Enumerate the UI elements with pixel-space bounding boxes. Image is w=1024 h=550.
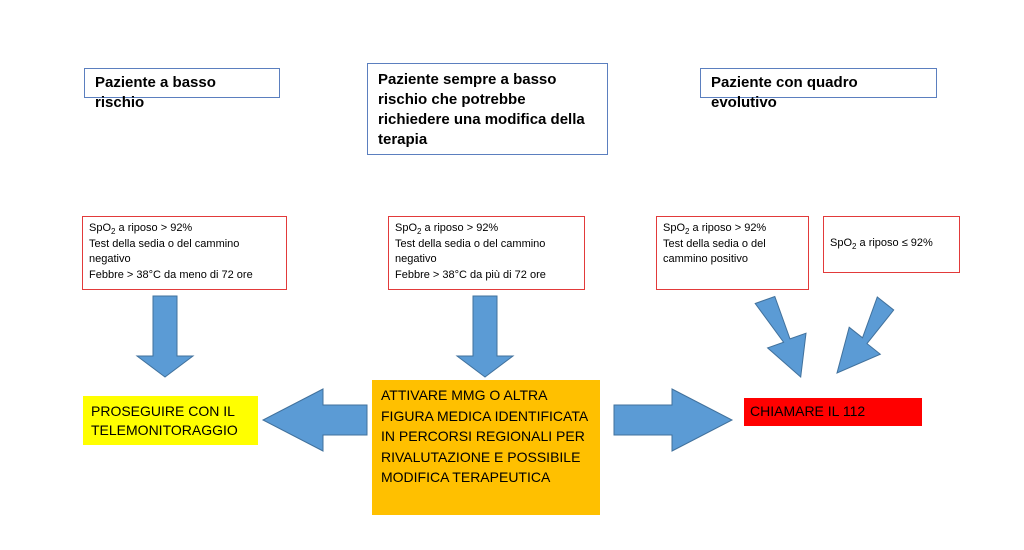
fever-line: Febbre > 38°C da meno di 72 ore <box>89 268 253 281</box>
arrow-down-low-risk-therapy <box>457 296 513 377</box>
arrow-down-low-risk <box>137 296 193 377</box>
spo2-line: SpO$_2$ a riposo > 92% <box>663 222 767 237</box>
header-low-risk: Paziente a basso rischio <box>84 68 280 98</box>
arrow-left-continue <box>263 389 367 451</box>
test-line: Test della sedia o del cammino positivo <box>663 237 766 265</box>
test-line: Test della sedia o del cammino negativo <box>89 237 240 265</box>
action-call-112: CHIAMARE IL 112 <box>744 398 922 426</box>
arrow-diag-evolving-b <box>837 297 894 373</box>
arrow-right-call <box>614 389 732 451</box>
fever-line: Febbre > 38°C da più di 72 ore <box>395 268 546 281</box>
action-continue-telemonitoring: PROSEGUIRE CON IL TELEMONITORAGGIO <box>83 396 258 445</box>
header-evolving: Paziente con quadro evolutivo <box>700 68 937 98</box>
spo2-line: SpO$_2$ a riposo > 92% <box>89 222 193 237</box>
action-activate-mmg: ATTIVARE MMG O ALTRA FIGURA MEDICA IDENTIFICATA IN PERCORSI REGIONALI PER RIVALUTAZIONE E POSSIBILE MODIFICA TERAPEUTICA <box>372 380 600 515</box>
header-low-risk-therapy: Paziente sempre a basso rischio che potrebbe richiedere una modifica della terapia <box>367 63 608 155</box>
test-line: Test della sedia o del cammino negativo <box>395 237 546 265</box>
spo2-line: SpO$_2$ a riposo > 92% <box>395 222 499 237</box>
arrow-diag-evolving-a <box>755 297 806 378</box>
spo2-line: SpO$_2$ a riposo ≤ 92% <box>830 237 933 252</box>
